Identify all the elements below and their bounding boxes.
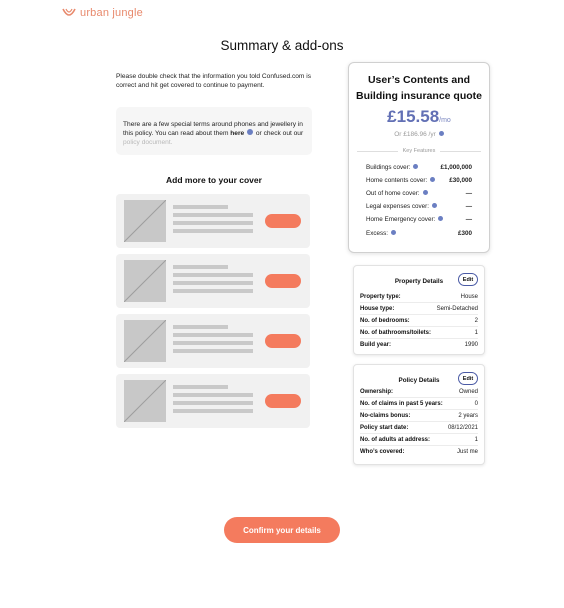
key-features-divider <box>357 148 481 154</box>
image-placeholder-icon <box>124 200 166 242</box>
detail-label: Build year: <box>360 341 392 348</box>
price-amount: £15.58 <box>387 107 440 126</box>
detail-row <box>360 292 478 301</box>
text-placeholder <box>173 333 253 337</box>
detail-label: No-claims bonus: <box>360 412 411 419</box>
logo-mark-icon <box>62 7 76 19</box>
add-addon-button[interactable] <box>265 394 301 408</box>
image-placeholder-icon <box>124 380 166 422</box>
detail-label: No. of bedrooms: <box>360 317 410 324</box>
detail-label: House type: <box>360 305 395 312</box>
quote-row <box>366 229 472 238</box>
addons-heading: Add more to your cover <box>166 175 262 185</box>
detail-row <box>360 435 478 444</box>
quote-title: User’s Contents and Building insurance quote <box>355 74 482 102</box>
annual-price-text: Or £186.96 /yr <box>394 131 436 138</box>
info-icon[interactable] <box>439 131 444 136</box>
text-placeholder <box>173 265 228 269</box>
terms-text-middle: or check out our <box>254 130 304 137</box>
info-icon[interactable] <box>438 216 443 221</box>
text-placeholder <box>173 281 253 285</box>
detail-value: House <box>460 293 478 300</box>
text-placeholder <box>173 325 228 329</box>
text-placeholder <box>173 205 228 209</box>
property-details-title: Property Details <box>394 278 444 285</box>
info-icon[interactable] <box>247 129 253 135</box>
info-icon[interactable] <box>432 203 437 208</box>
detail-row <box>360 387 478 396</box>
detail-value: 1990 <box>464 341 478 348</box>
property-details-card <box>353 265 485 355</box>
edit-property-button[interactable]: Edit <box>458 273 478 286</box>
monthly-price <box>349 107 489 127</box>
detail-value: 2 years <box>458 412 478 419</box>
text-placeholder <box>173 341 253 345</box>
addon-card <box>116 374 310 428</box>
key-features-label: Key Features <box>402 148 436 154</box>
detail-row <box>360 447 478 456</box>
detail-row <box>360 304 478 313</box>
add-addon-button[interactable] <box>265 214 301 228</box>
annual-price <box>349 131 489 138</box>
detail-row <box>360 423 478 432</box>
quote-row-label: Excess: <box>366 230 389 237</box>
quote-row-value: £30,000 <box>449 177 472 184</box>
quote-row <box>366 202 472 211</box>
quote-row-label: Out of home cover: <box>366 190 420 197</box>
quote-row-value: — <box>465 216 472 223</box>
brand-name: urban jungle <box>80 7 143 19</box>
detail-value: 08/12/2021 <box>447 424 478 431</box>
detail-label: No. of claims in past 5 years: <box>360 400 443 407</box>
detail-row <box>360 399 478 408</box>
detail-value: Just me <box>456 448 478 455</box>
special-terms-notice <box>116 107 312 155</box>
text-placeholder <box>173 401 253 405</box>
edit-policy-button[interactable]: Edit <box>458 372 478 385</box>
info-icon[interactable] <box>430 177 435 182</box>
text-placeholder <box>173 221 253 225</box>
detail-value: Owned <box>458 388 478 395</box>
quote-row-label: Buildings cover: <box>366 164 411 171</box>
quote-row-value: — <box>465 203 472 210</box>
quote-row <box>366 163 472 172</box>
quote-row-value: — <box>465 190 472 197</box>
info-icon[interactable] <box>423 190 428 195</box>
policy-details-title: Policy Details <box>398 377 440 384</box>
page-title: Summary & add-ons <box>220 38 344 53</box>
detail-value: Semi-Detached <box>436 305 478 312</box>
detail-label: Who’s covered: <box>360 448 405 455</box>
add-addon-button[interactable] <box>265 334 301 348</box>
terms-text-before: There are a few special terms around phones and jewellery in this policy. You can read about them <box>123 121 303 137</box>
image-placeholder-icon <box>124 320 166 362</box>
policy-details-card <box>353 364 485 465</box>
addon-card <box>116 314 310 368</box>
text-placeholder <box>173 409 253 413</box>
text-placeholder <box>173 213 253 217</box>
quote-row <box>366 215 472 224</box>
detail-value: 0 <box>474 400 478 407</box>
detail-row <box>360 340 478 349</box>
detail-value: 1 <box>474 436 478 443</box>
text-placeholder <box>173 393 253 397</box>
detail-label: Policy start date: <box>360 424 409 431</box>
text-placeholder <box>173 273 253 277</box>
info-icon[interactable] <box>413 164 418 169</box>
detail-label: Ownership: <box>360 388 394 395</box>
detail-label: No. of bathrooms/toilets: <box>360 329 431 336</box>
text-placeholder <box>173 349 253 353</box>
quote-row <box>366 176 472 185</box>
detail-row <box>360 328 478 337</box>
policy-document-link[interactable]: policy document. <box>123 139 173 146</box>
confirm-details-button[interactable]: Confirm your details <box>224 517 340 543</box>
text-placeholder <box>173 385 228 389</box>
quote-row-value: £300 <box>457 230 472 237</box>
intro-text: Please double check that the information you told Confused.com is correct and hit get covered to continue to payment. <box>116 73 311 89</box>
quote-row <box>366 189 472 198</box>
quote-row-label: Home Emergency cover: <box>366 216 436 223</box>
detail-row <box>360 316 478 325</box>
quote-row-label: Legal expenses cover: <box>366 203 430 210</box>
info-icon[interactable] <box>391 230 396 235</box>
detail-value: 1 <box>474 329 478 336</box>
brand-logo[interactable] <box>62 7 143 19</box>
text-placeholder <box>173 229 253 233</box>
price-unit: /mo <box>439 117 451 124</box>
quote-row-label: Home contents cover: <box>366 177 428 184</box>
addon-card <box>116 254 310 308</box>
add-addon-button[interactable] <box>265 274 301 288</box>
detail-value: 2 <box>474 317 478 324</box>
quote-card <box>348 62 490 253</box>
addon-card <box>116 194 310 248</box>
terms-here-link[interactable]: here <box>230 130 245 137</box>
image-placeholder-icon <box>124 260 166 302</box>
detail-row <box>360 411 478 420</box>
detail-label: No. of adults at address: <box>360 436 431 443</box>
text-placeholder <box>173 289 253 293</box>
detail-label: Property type: <box>360 293 401 300</box>
quote-row-value: £1,000,000 <box>440 164 472 171</box>
